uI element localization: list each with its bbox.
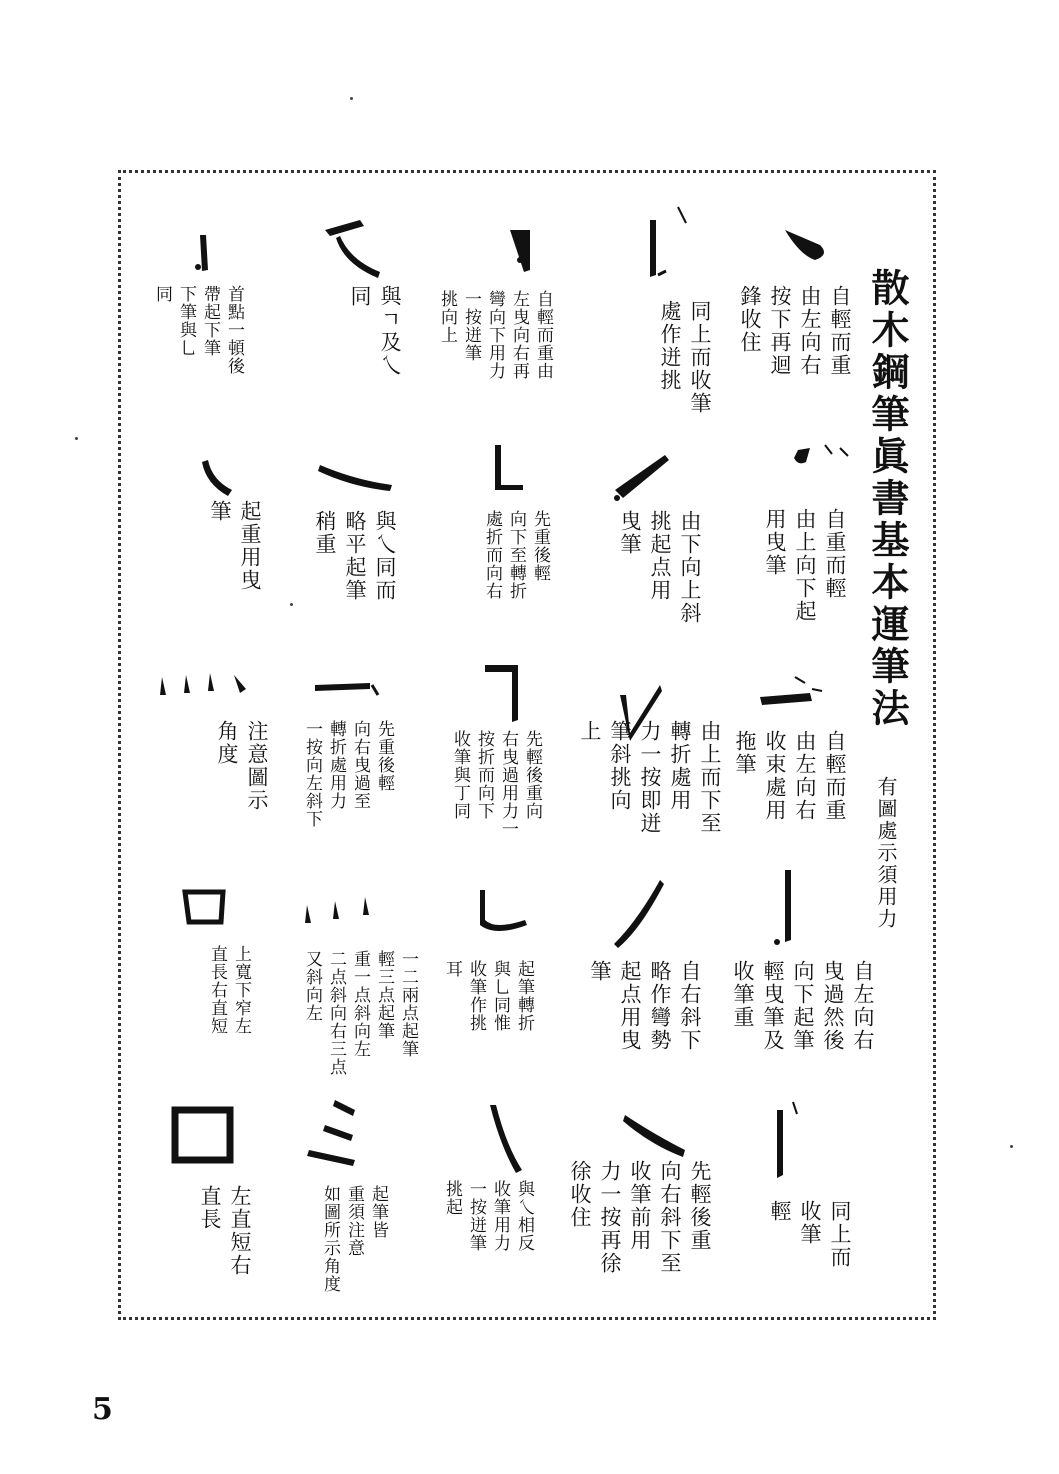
stroke-note: 一二兩点起筆 輕三点起筆 重一点斜向左 二点斜向右三点 又斜向左 <box>302 950 418 1076</box>
paper-speck <box>75 437 78 440</box>
stroke-note: 同上而收筆 處作迸挑 <box>658 300 712 415</box>
stroke-note: 先輕後重 向右斜下至 收筆前用 力一按再徐 徐收住 <box>568 1160 712 1275</box>
paper-speck <box>290 603 293 606</box>
stroke-diagram-vertical-hook <box>630 195 740 285</box>
page-title: 散木鋼筆眞書基本運筆法 <box>865 268 910 730</box>
stroke-note: 起重用曳 筆 <box>208 500 262 592</box>
stroke-diagram-large-box <box>160 1090 270 1180</box>
stroke-diagram-left-fall <box>600 870 710 960</box>
stroke-diagram-short-slant <box>770 430 880 520</box>
stroke-diagram-curve-hook <box>460 1095 570 1185</box>
page-subtitle: 有圖處示須用力 <box>874 776 898 930</box>
stroke-diagram-dot-bend <box>180 195 290 285</box>
stroke-note: 由下向上斜 挑起点用 曳筆 <box>618 510 702 625</box>
stroke-note: 先重後輕 向下至轉折 處折而向右 <box>482 510 550 600</box>
stroke-note: 先重後輕 向右曳過至 轉折處用力 一按向左斜下 <box>302 720 394 828</box>
paper-speck <box>350 97 353 100</box>
stroke-note: 自左向右 曳過然後 向下起筆 輕曳筆及 收筆重 <box>731 960 875 1052</box>
stroke-diagram-bend-hook <box>455 875 565 965</box>
page-number: 5 <box>92 1392 113 1427</box>
stroke-note: 上寬下窄左 直長右直短 <box>207 945 251 1035</box>
stroke-note: 自重而輕 由上向下起 用曳筆 <box>763 508 847 623</box>
stroke-note: 與乀同而 略平起筆 稍重 <box>313 510 397 602</box>
stroke-diagram-horizontal-hook <box>490 200 600 290</box>
stroke-note: 與乀相反 收筆用力 一按迸筆 挑起 <box>442 1180 534 1252</box>
stroke-diagram-horizontal-turn <box>470 650 580 740</box>
stroke-note: 與ㄱ及乀 同 <box>348 285 402 377</box>
stroke-diagram-turn-fall <box>310 200 420 290</box>
paper-speck <box>1010 1145 1013 1148</box>
stroke-diagram-vertical-turn <box>735 860 845 950</box>
stroke-note: 自輕而重由 左曳向右再 彎向下用力 一按迸筆 挑向上 <box>437 290 553 380</box>
stroke-note: 自輕而重 由左向右 按下再迴 鋒收住 <box>738 285 852 377</box>
stroke-note: 首點一頓後 帶起下筆 下筆與乚 同 <box>152 285 244 375</box>
stroke-note: 注意圖示 角度 <box>215 720 269 812</box>
stroke-diagram-vertical <box>745 1090 855 1180</box>
stroke-note: 起筆轉折 與乚同惟 收筆作挑 耳 <box>442 960 534 1032</box>
stroke-note: 自輕而重 由左向右 收束處用 拖筆 <box>733 730 847 822</box>
stroke-note: 同上而 收筆 輕 <box>768 1200 852 1269</box>
stroke-note: 自右斜下 略作彎勢 起点用曳 筆 <box>588 960 702 1052</box>
stroke-note: 起筆皆 重須注意 如圖所示角度 <box>320 1185 388 1293</box>
stroke-note: 左直短右 直長 <box>198 1185 252 1277</box>
stroke-diagram-vertical-bend <box>465 430 575 520</box>
stroke-note: 由上而下至 轉折處用 力一按即迸 筆斜挑向 上 <box>578 720 722 835</box>
stroke-diagram-three-slants <box>295 1090 405 1180</box>
stroke-note: 先輕後重向 右曳過用力一 按折而向下 收筆與丁同 <box>450 730 542 838</box>
